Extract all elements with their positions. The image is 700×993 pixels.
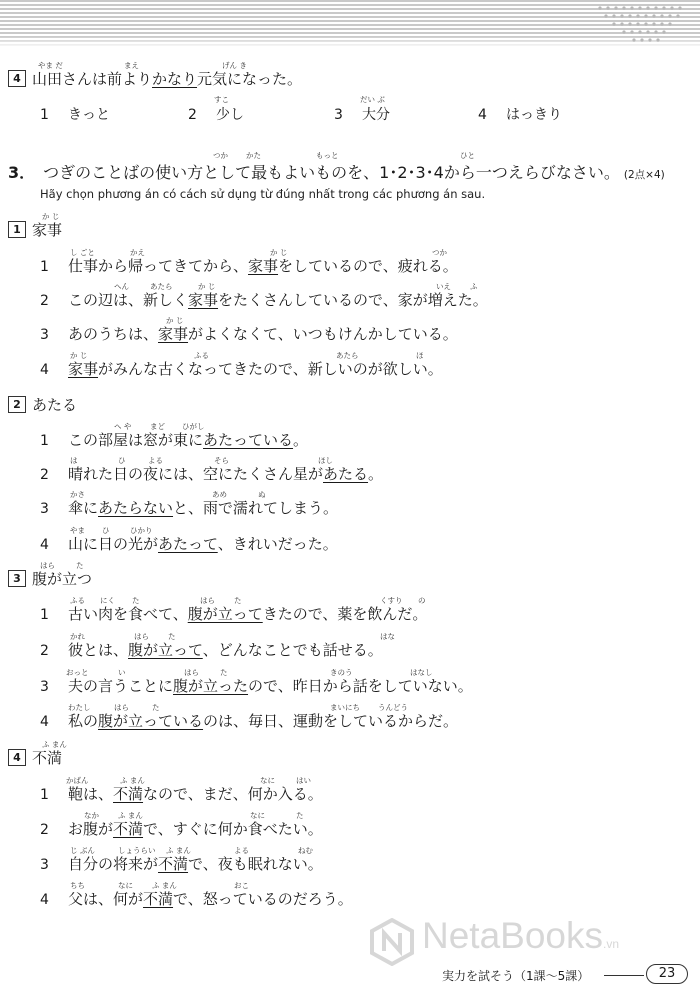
furigana: やま [70,526,85,535]
q2-option-2[interactable] [40,465,383,484]
furigana: あめ [212,490,227,499]
underlined-target: 不満 [113,820,144,838]
question-number-box: 1 [8,221,26,238]
underlined-target: あたる [323,465,369,483]
furigana: もっと [316,151,339,160]
option-after: 、どんなことでも話せる。 [202,641,383,659]
option-number: 4 [40,714,49,730]
furigana: の [418,596,426,605]
option-before: 山に日の光が [68,535,159,553]
option-number: 2 [40,293,49,309]
option-text: 少し [216,107,244,123]
netabooks-logo-icon [368,918,416,966]
target-word: あたる [32,396,78,414]
furigana: ぬ [258,490,266,499]
option-before: 彼とは、 [68,641,129,659]
q4-option-3[interactable] [40,855,323,874]
option-before: 私の [68,712,99,730]
furigana: よる [234,846,249,855]
option-after: で、夜も眠れない。 [188,855,323,873]
underlined-target: あたって [158,535,218,553]
furigana: だい ぶ [360,95,385,104]
option-number: 3 [334,107,343,123]
option-number: 4 [478,107,487,123]
option-before: 晴れた日の夜には、空にたくさん星が [68,465,324,483]
option-after: きたので、薬を飲んだ。 [262,605,428,623]
furigana: た [296,811,304,820]
furigana: し ごと [70,248,95,257]
underlined-target: 不満 [158,855,189,873]
option-number: 1 [40,259,49,275]
furigana: ふる [194,351,209,360]
option-before: お腹が [68,820,114,838]
furigana: か じ [70,351,88,360]
q2-option-4[interactable] [40,535,338,554]
furigana: か じ [42,212,60,221]
furigana: すこ [214,95,229,104]
option-number: 2 [188,107,197,123]
underlined-target: 家事 [188,291,219,309]
furigana: かた [246,151,261,160]
furigana: かれ [70,632,85,641]
sentence-part: 山田さんは前より [32,70,153,88]
option-after: をしているので、疲れる。 [278,257,458,275]
furigana: やま だ [38,61,63,70]
furigana: はい [296,776,311,785]
option-after: 。 [293,431,309,449]
option-after: がみんな古くなってきたので、新しいのが欲しい。 [98,360,443,378]
furigana: へ や [114,422,132,431]
furigana: た [220,668,228,677]
option-number: 3 [40,327,49,343]
furigana: ほし [318,456,333,465]
furigana: ふ まん [120,776,145,785]
underlined-target: かなり [152,70,198,88]
underlined-target: 不満 [143,890,174,908]
underlined-target: 腹が立った [173,677,249,695]
q1-option-2[interactable] [40,291,488,310]
watermark-text [422,915,619,957]
option-after: 。 [368,465,384,483]
furigana: ひと [460,151,475,160]
furigana: ふ まん [152,881,177,890]
q4-option-1[interactable] [40,785,323,804]
instruction-text: つぎのことばの使い方として最もよいものを、1･2･3･4から一つえらびなさい。 [43,163,620,182]
furigana: た [132,596,140,605]
option-after: がよくなくて、いつもけんかしている。 [188,325,458,343]
furigana: へん [114,282,129,291]
option-text: はっきり [506,107,562,123]
dot-fan-icon [592,2,692,48]
option-before: 夫の言うことに [68,677,174,695]
q2-item4-sentence [8,70,302,88]
furigana: なに [118,881,133,890]
watermark-suffix: .vn [603,937,620,951]
option-2[interactable] [188,104,244,124]
question-1-heading [8,221,62,239]
furigana: はら [134,632,149,641]
furigana: あたら [336,351,359,360]
option-text: 大分 [362,107,390,123]
option-text: きっと [68,107,110,123]
underlined-target: 家事 [158,325,189,343]
option-number: 4 [40,362,49,378]
option-after: と、雨で濡れてしまう。 [173,499,339,517]
question-number-box: 2 [8,396,26,413]
underlined-target: 家事 [248,257,279,275]
option-number: 4 [40,892,49,908]
furigana: ねむ [298,846,313,855]
furigana: ほ [416,351,424,360]
option-number: 4 [40,537,49,553]
furigana: つか [432,248,447,257]
q3-option-4[interactable] [40,712,458,731]
question-number-box: 4 [8,749,26,766]
furigana: ふ [470,282,478,291]
furigana: いえ [436,282,451,291]
option-number: 3 [40,857,49,873]
furigana: なに [250,811,265,820]
option-number: 1 [40,787,49,803]
furigana: はなし [410,668,433,677]
question-number-box: 4 [8,70,26,87]
option-before: 鞄は、 [68,785,114,803]
option-number: 2 [40,822,49,838]
option-1[interactable] [40,104,110,124]
furigana: は [70,456,78,465]
furigana: まいにち [330,703,360,712]
footer-divider [604,975,644,976]
furigana: げん き [222,61,247,70]
q1-option-4[interactable] [40,360,443,379]
furigana: まど [150,422,165,431]
option-before: あのうちは、 [68,325,159,343]
q4-option-2[interactable] [40,820,323,839]
furigana: あたら [150,282,173,291]
underlined-target: 腹が立って [128,641,203,659]
section3-instruction [8,160,665,183]
option-number: 1 [40,607,49,623]
furigana: かさ [70,490,85,499]
target-word: 腹が立つ [32,570,93,588]
option-4[interactable] [478,104,562,124]
q1-option-3[interactable] [40,325,458,344]
points-label: (2点×4) [623,169,665,181]
q2-option-3[interactable] [40,499,338,518]
option-before: 父は、何が [68,890,144,908]
furigana: はな [380,632,395,641]
question-number-box: 3 [8,570,26,587]
furigana: おこ [234,881,249,890]
furigana: つか [213,151,228,160]
target-word: 家事 [32,221,63,239]
furigana: か じ [166,316,184,325]
q3-option-3[interactable] [40,677,473,696]
q3-option-1[interactable] [40,605,427,624]
option-number: 2 [40,643,49,659]
furigana: はら [114,703,129,712]
page-number: 23 [646,964,688,984]
underlined-target: 不満 [113,785,144,803]
option-number: 3 [40,501,49,517]
q3-option-2[interactable] [40,641,383,660]
underlined-target: あたっている [203,431,294,449]
target-word: 不満 [32,749,63,767]
question-3-heading [8,570,92,588]
footer-title: 実力を試そう（1課〜5課） [442,969,590,983]
option-number: 3 [40,679,49,695]
option-number: 1 [40,107,49,123]
option-after: ので、昨日から話をしていない。 [248,677,473,695]
furigana: い [118,668,126,677]
vietnamese-translation: Hãy chọn phương án có cách sử dụng từ đúng nhất trong các phương án sau. [40,187,486,201]
q2-option-1[interactable] [40,431,308,450]
furigana: くすり [380,596,403,605]
option-before: 自分の将来が [68,855,159,873]
furigana: じ ぶん [70,846,95,855]
option-after: のは、毎日、運動をしているからだ。 [203,712,459,730]
furigana: か じ [198,282,216,291]
furigana: にく [100,596,115,605]
furigana: なか [84,811,99,820]
furigana: はら [184,668,199,677]
furigana: ふ まん [118,811,143,820]
furigana: た [168,632,176,641]
furigana: ふ まん [42,740,67,749]
furigana: かばん [66,776,89,785]
furigana: か じ [270,248,288,257]
furigana: きのう [330,668,353,677]
option-number: 1 [40,433,49,449]
question-2-heading [8,396,77,414]
furigana: た [152,703,160,712]
q1-option-1[interactable] [40,257,458,276]
section-number: 3． [8,163,36,182]
furigana: そら [214,456,229,465]
furigana: た [76,561,84,570]
option-before: 古い肉を食べて、 [68,605,188,623]
option-after: なので、まだ、何か入る。 [143,785,323,803]
furigana: はら [200,596,215,605]
option-before: 傘に [68,499,99,517]
furigana: ふる [70,596,85,605]
underlined-target: あたらない [98,499,174,517]
furigana: まえ [124,61,139,70]
furigana: かえ [130,248,145,257]
option-after: をたくさんしているので、家が増えた。 [218,291,488,309]
furigana: はら [40,561,55,570]
option-before: この部屋は窓が東に [68,431,204,449]
underlined-target: 腹が立って [187,605,263,623]
furigana: わたし [68,703,91,712]
option-after: 、きれいだった。 [217,535,338,553]
option-after: で、怒っているのだろう。 [173,890,353,908]
furigana: ひがし [182,422,205,431]
furigana: ふ まん [166,846,191,855]
furigana: ひ [118,456,126,465]
furigana: ひかり [130,526,153,535]
q4-option-4[interactable] [40,890,353,909]
furigana: よる [148,456,163,465]
option-3[interactable] [334,104,390,124]
furigana: た [234,596,242,605]
option-after: で、すぐに何か食べたい。 [143,820,323,838]
underlined-target: 家事 [68,360,99,378]
furigana: うんどう [378,703,408,712]
question-4-heading [8,749,62,767]
furigana: おっと [66,668,89,677]
furigana: なに [260,776,275,785]
underlined-target: 腹が立っている [98,712,204,730]
furigana: ちち [70,881,85,890]
furigana: ひ [102,526,110,535]
furigana: しょうらい [118,846,156,855]
sentence-part: 元気になった。 [197,70,303,88]
watermark-brand: NetaBooks [422,915,603,956]
option-number: 2 [40,467,49,483]
option-before: 仕事から帰ってきてから、 [68,257,249,275]
option-before: この辺は、新しく [68,291,189,309]
